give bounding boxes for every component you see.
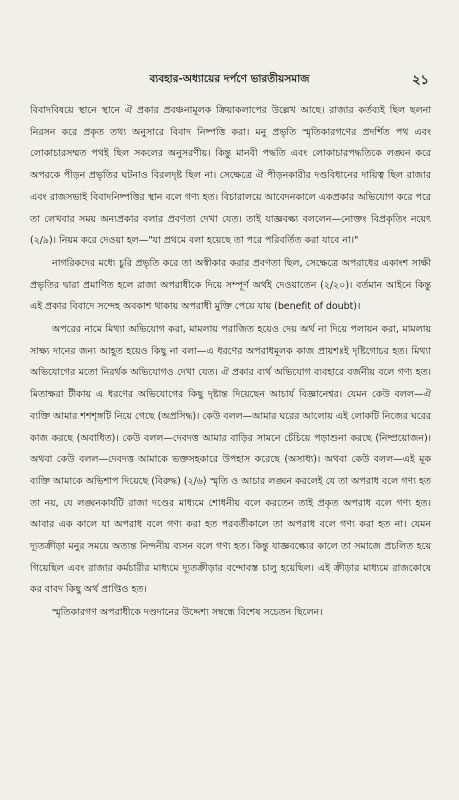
page-number: ২১	[412, 73, 429, 88]
page-header	[30, 72, 429, 92]
body-text	[30, 100, 431, 624]
paragraph-4: স্মৃতিকারগণ অপরাধীকে দণ্ডদানের উদ্দেশ্য সম্বন্ধে বিশেষ সচেতন ছিলেন।	[52, 607, 323, 619]
paragraph-1: বিবাদবিষয়ে স্থানে স্থানে ঐ প্রকার প্রবঞ্চনামূলক ক্রিয়াকলাপের উল্লেখ আছে। রাজার কর্তব্যই ছিল ছলনা নিরসন করে প্রকৃত তথ্য অনুসারে বিবাদ নিষ্পত্তি করা। মনু প্রভৃতি স্মৃতিকারগণের প্রদর্শিত পথ এবং লোকাচারসম্মত পথই ছিল সকলের অনুসরণীয়। কিন্তু মানবী পদ্ধতি এবং লোকাচারপদ্ধতিকে লঙ্ঘন করে অপরকে পীড়ন প্রভৃতির ঘটনাও বিরলদৃষ্ট ছিল না। সেক্ষেত্রে ঐ পীড়নকারীর দণ্ডবিধানের দায়িত্ব ছিল রাজার এবং রাজসভাই বিবাদনিষ্পত্তির স্থান বলে গণ্য হত। বিচারালয়ে আবেদনকালে একপ্রকার অভিযোগ করে পরে তা লেখবার সময় অন্যপ্রকার বলার প্রবণতা দেখা যেত। তাই যাজ্ঞবল্ক্য বললেন—নোক্তং বিপ্রকৃতিং নয়েৎ (২/৯)। নিয়ম করে দেওয়া হল—"যা প্রথমে বলা হয়েছে তা পরে পরিবর্তিত করা যাবে না।"	[30, 105, 431, 247]
paragraph-2: নাগরিকদের মধ্যে চুরি প্রভৃতি করে তা অস্বীকার করার প্রবণতা ছিল, সেক্ষেত্রে অপরাধের একাংশ সাক্ষী প্রভৃতির দ্বারা প্রমাণিত হলে রাজা অপরাধীকে দিয়ে সম্পূর্ণ অর্থই দেওয়াতেন (২/২০)। বর্তমান আইনে কিন্তু এই প্রকার বিবাদে সন্দেহ অবকাশ থাকায় অপরাধী মুক্তি পেয়ে যায় (benefit of doubt)।	[30, 257, 431, 313]
running-title: ব্যবহার-অধ্যায়ের দর্পণে ভারতীয়সমাজ	[149, 73, 310, 85]
paragraph-3: অপরের নামে মিথ্যা অভিযোগ করা, মামলায় পরাজিত হয়েও দেয় অর্থ না দিয়ে পলায়ন করা, মামলায় সাক্ষ্য দানের জন্য আহূত হয়েও কিছু না বলা—এ ধরণের অপরাধমূলক কাজ প্রায়শঃই দৃষ্টিগোচর হত। মিথ্যা অভিযোগের মতো নিরর্থক অভিযোগও দেখা যেত। ঐ প্রকার ব্যর্থ অভিযোগ ব্যবহারে বর্জনীয় বলে গণ্য হত। মিতাক্ষরা টীকায় এ ধরণের অভিযোগের কিছু দৃষ্টান্ত দিয়েছেন আচার্য বিজ্ঞানেশ্বর। যেমন কেউ বলল—ঐ ব্যক্তি আমার শশশৃঙ্গটি নিয়ে গেছে (অপ্রসিদ্ধ)। কেউ বলল—আমার ঘরের আলোয় এই লোকটি নিজের ঘরের কাজ করছে (অবাধিত)। কেউ বলল—দেবদত্ত আমার বাড়ির সামনে চেঁচিয়ে পড়াশুনা করছে (নিষ্প্রয়োজন)। অথবা কেউ বলল—দেবদত্ত আমাকে ভক্তসহকারে উপহাস করেছে (অসাধ্য)। অথবা কেউ বলল—এই মূক ব্যক্তি আমাকে অভিশাপ দিয়েছে (বিরুদ্ধ) (২/৬) স্মৃতি ও আচার লঙ্ঘন করলেই যে তা অপরাধ বলে গণ্য হত তা নয়, যে লঙ্ঘনকার্যটি রাজা দণ্ডের মাধ্যমে শোধনীয় বলে করতেন তাই প্রকৃত অপরাধ বলে গণ্য হত। আবার এক কালে যা অপরাধ বলে গণ্য করা হত পরবর্তীকালে তা অপরাধ বলে গণ্য করা হত না। যেমন দ্যূতক্রীড়া মনুর সময়ে অত্যন্ত নিন্দনীয় ব্যসন বলে গণ্য হত। কিন্তু যাজ্ঞবল্ক্যের কালে তা সমাজে প্রচলিত হয়ে গিয়েছিল এবং রাজার কর্মচারীর মাধ্যমে দ্যূতক্রীড়ার বন্দোবস্ত চালু হয়েছিল। এই ক্রীড়ার মাধ্যমে রাজকোষে কর বাবদ কিছু অর্থ প্রাপ্তিও হত।	[30, 324, 431, 596]
